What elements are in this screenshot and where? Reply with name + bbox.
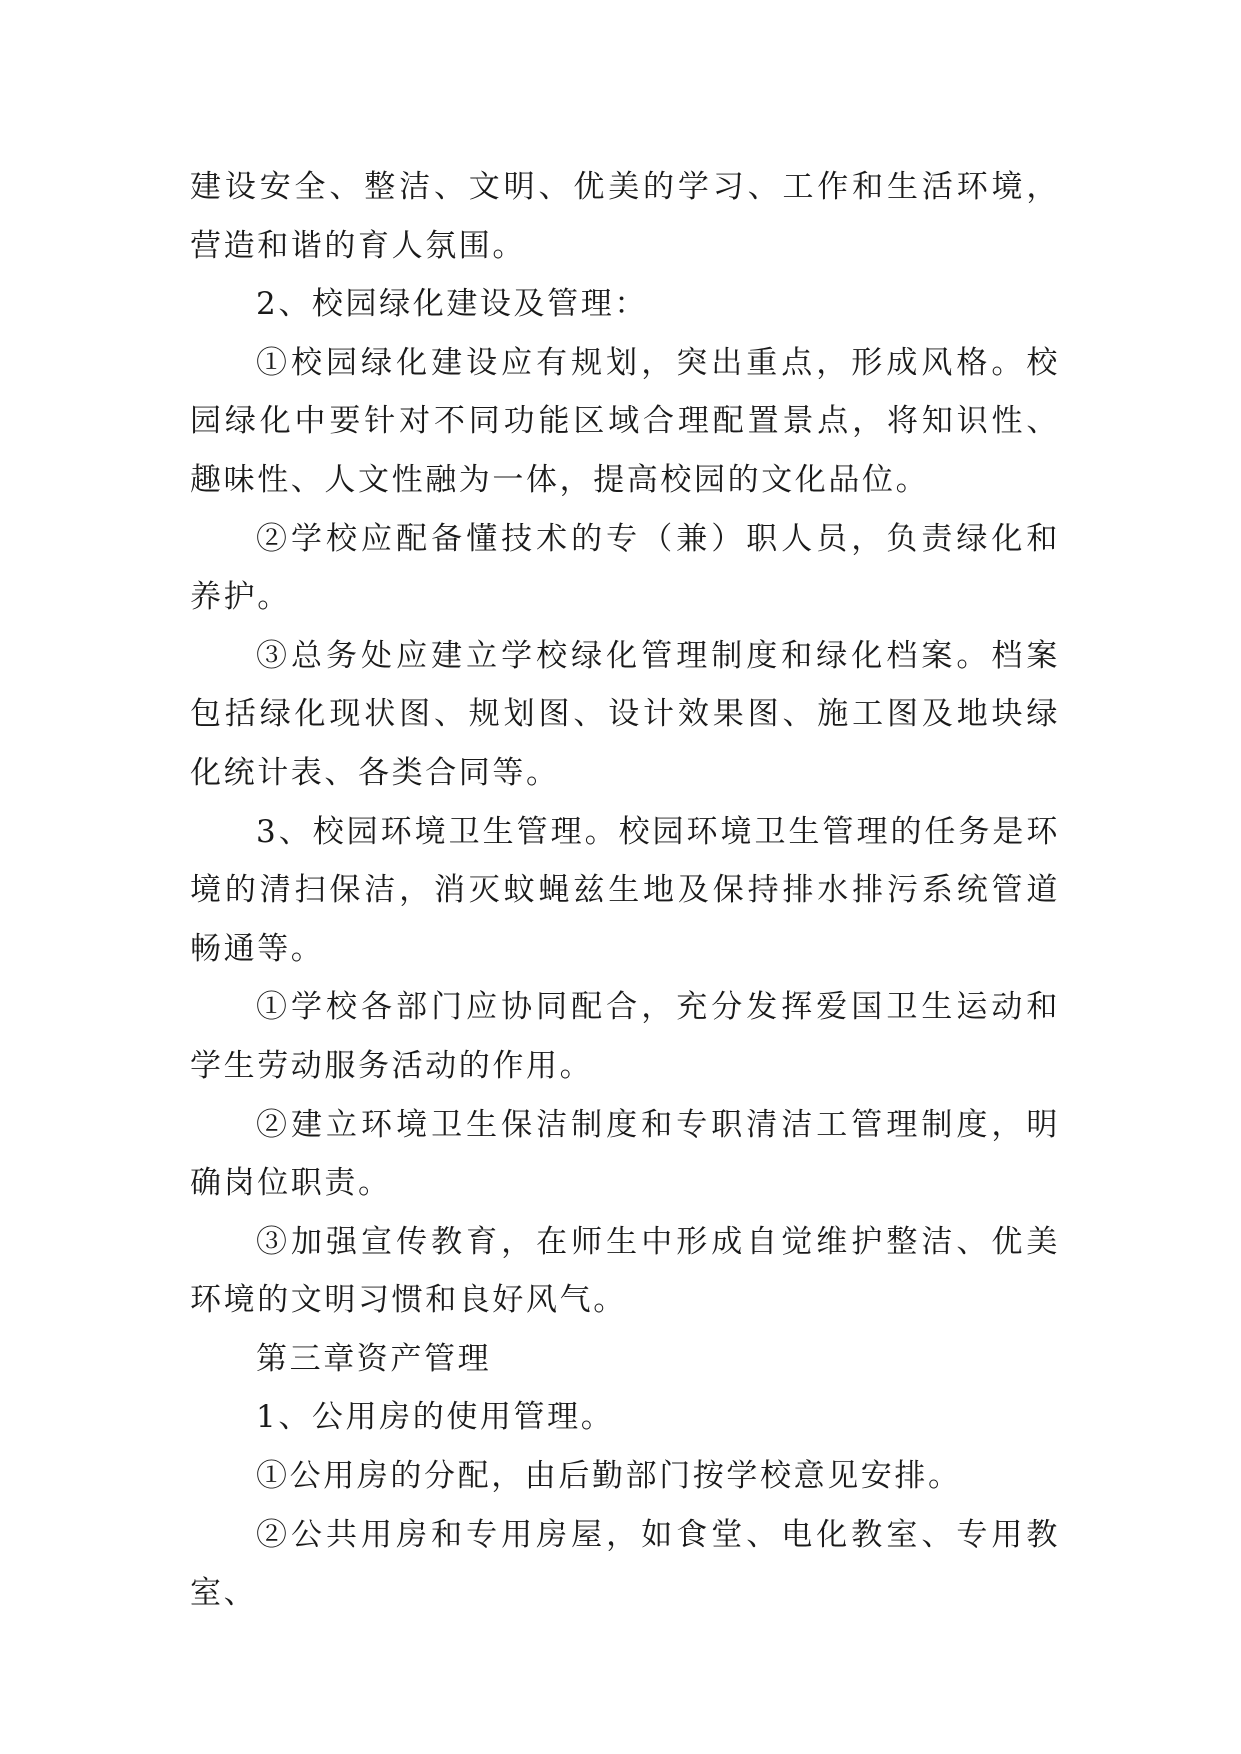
paragraph-sanitation-education: ③加强宣传教育，在师生中形成自觉维护整洁、优美环境的文明习惯和良好风气。 [190,1223,1060,1319]
document-body [190,158,1060,1623]
paragraph-greening-archive: ③总务处应建立学校绿化管理制度和绿化档案。档案包括绿化现状图、规划图、设计效果图、施工图及地块绿化统计表、各类合同等。 [190,637,1060,791]
heading-environmental-sanitation: 3、校园环境卫生管理。校园环境卫生管理的任务是环境的清扫保洁，消灭蚊蝇兹生地及保持排水排污系统管道畅通等。 [190,813,1060,967]
paragraph-sanitation-cooperation: ①学校各部门应协同配合，充分发挥爱国卫生运动和学生劳动服务活动的作用。 [190,989,1060,1084]
paragraph-greening-planning: ①校园绿化建设应有规划，突出重点，形成风格。校园绿化中要针对不同功能区域合理配置景点，将知识性、趣味性、人文性融为一体，提高校园的文化品位。 [190,344,1060,498]
paragraph-environment-goal: 建设安全、整洁、文明、优美的学习、工作和生活环境，营造和谐的育人氛围。 [190,169,1060,264]
paragraph-housing-allocation: ①公用房的分配，由后勤部门按学校意见安排。 [256,1458,962,1495]
paragraph-special-rooms: ②公共用房和专用房屋，如食堂、电化教室、专用教室、 [190,1516,1060,1612]
heading-campus-greening: 2、校园绿化建设及管理： [256,286,648,323]
paragraph-greening-staff: ②学校应配备懂技术的专（兼）职人员，负责绿化和养护。 [190,520,1060,616]
chapter-title-asset-management: 第三章资产管理 [256,1340,492,1377]
paragraph-sanitation-system: ②建立环境卫生保洁制度和专职清洁工管理制度，明确岗位职责。 [190,1106,1060,1202]
heading-public-housing: 1、公用房的使用管理。 [256,1399,615,1436]
